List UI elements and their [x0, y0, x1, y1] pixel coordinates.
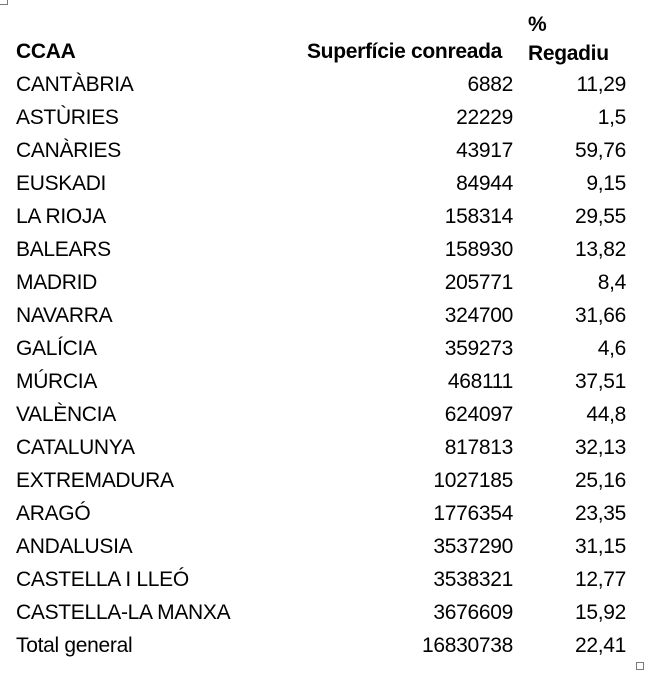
selection-handle-bottom-right[interactable] [636, 662, 644, 670]
cell-superficie: 43917 [456, 139, 513, 162]
cell-superficie: 84944 [456, 172, 513, 195]
table-row [16, 464, 626, 497]
table-row [16, 431, 626, 464]
cell-ccaa: CASTELLA I LLEÓ [16, 568, 189, 591]
table-row [16, 596, 626, 629]
cell-ccaa: LA RIOJA [16, 205, 106, 228]
table-row [16, 233, 626, 266]
cell-regadiu: 11,29 [576, 73, 626, 96]
cell-ccaa: ANDALUSIA [16, 535, 133, 558]
cell-ccaa: NAVARRA [16, 304, 113, 327]
cell-regadiu: 4,6 [597, 337, 626, 360]
cell-ccaa: BALEARS [16, 238, 111, 261]
cell-ccaa: EUSKADI [16, 172, 107, 195]
header-ccaa: CCAA [16, 40, 76, 63]
table-row [16, 134, 626, 167]
cell-superficie: 16830738 [421, 634, 513, 657]
cell-regadiu: 9,15 [586, 172, 626, 195]
total-row [16, 629, 626, 662]
cell-regadiu: 22,41 [574, 634, 626, 657]
cell-regadiu: 12,77 [574, 568, 626, 591]
table-row [16, 200, 626, 233]
cell-ccaa: ARAGÓ [16, 502, 91, 525]
cell-regadiu: 13,82 [574, 238, 626, 261]
table-row [16, 398, 626, 431]
cell-regadiu: 15,92 [574, 601, 626, 624]
cell-regadiu: 59,76 [574, 139, 626, 162]
cell-regadiu: 8,4 [597, 271, 626, 294]
table-row [16, 332, 626, 365]
cell-superficie: 359273 [444, 337, 513, 360]
table-row [16, 266, 626, 299]
cell-superficie: 624097 [444, 403, 513, 426]
table-row [16, 299, 626, 332]
table-row [16, 530, 626, 563]
cell-ccaa: EXTREMADURA [16, 469, 174, 492]
header-superficie: Superfície conreada [306, 40, 502, 63]
cell-regadiu: 44,8 [586, 403, 626, 426]
cell-regadiu: 37,51 [574, 370, 626, 393]
cell-ccaa: MÚRCIA [16, 370, 98, 393]
cell-ccaa: CANTÀBRIA [16, 73, 134, 96]
table-row [16, 563, 626, 596]
cell-regadiu: 29,55 [574, 205, 626, 228]
table-row [16, 68, 626, 101]
cell-superficie: 3537290 [433, 535, 513, 558]
cell-ccaa: CASTELLA-LA MANXA [16, 601, 231, 624]
table-body [16, 68, 626, 662]
table-row [16, 365, 626, 398]
cell-regadiu: 23,35 [574, 502, 626, 525]
cell-superficie: 6882 [467, 73, 513, 96]
table-row [16, 497, 626, 530]
selection-handle-top-left[interactable] [0, 0, 8, 5]
cell-ccaa: MADRID [16, 271, 98, 294]
cell-regadiu: 31,15 [574, 535, 626, 558]
cell-superficie: 468111 [447, 370, 513, 393]
table-row [16, 101, 626, 134]
cell-regadiu: 31,66 [574, 304, 626, 327]
cell-superficie: 158930 [444, 238, 513, 261]
cell-ccaa: Total general [16, 634, 133, 657]
header-regadiu [528, 10, 609, 68]
header-regadiu-line1: % [528, 13, 547, 36]
cell-superficie: 1027185 [433, 469, 513, 492]
cell-superficie: 205771 [444, 271, 513, 294]
cell-regadiu: 1,5 [597, 106, 626, 129]
cell-superficie: 324700 [444, 304, 513, 327]
header-regadiu-line2: Regadiu [528, 42, 609, 65]
table-row [16, 167, 626, 200]
cell-superficie: 1776354 [433, 502, 513, 525]
cell-ccaa: CATALUNYA [16, 436, 135, 459]
data-table [16, 8, 626, 662]
cell-regadiu: 25,16 [574, 469, 626, 492]
cell-superficie: 3676609 [433, 601, 513, 624]
cell-ccaa: GALÍCIA [16, 337, 97, 360]
cell-regadiu: 32,13 [574, 436, 626, 459]
cell-ccaa: ASTÙRIES [16, 106, 119, 129]
cell-superficie: 3538321 [433, 568, 513, 591]
cell-superficie: 22229 [456, 106, 513, 129]
cell-ccaa: VALÈNCIA [16, 403, 116, 426]
cell-superficie: 158314 [444, 205, 513, 228]
table-header [16, 8, 626, 68]
cell-ccaa: CANÀRIES [16, 139, 121, 162]
cell-superficie: 817813 [444, 436, 513, 459]
